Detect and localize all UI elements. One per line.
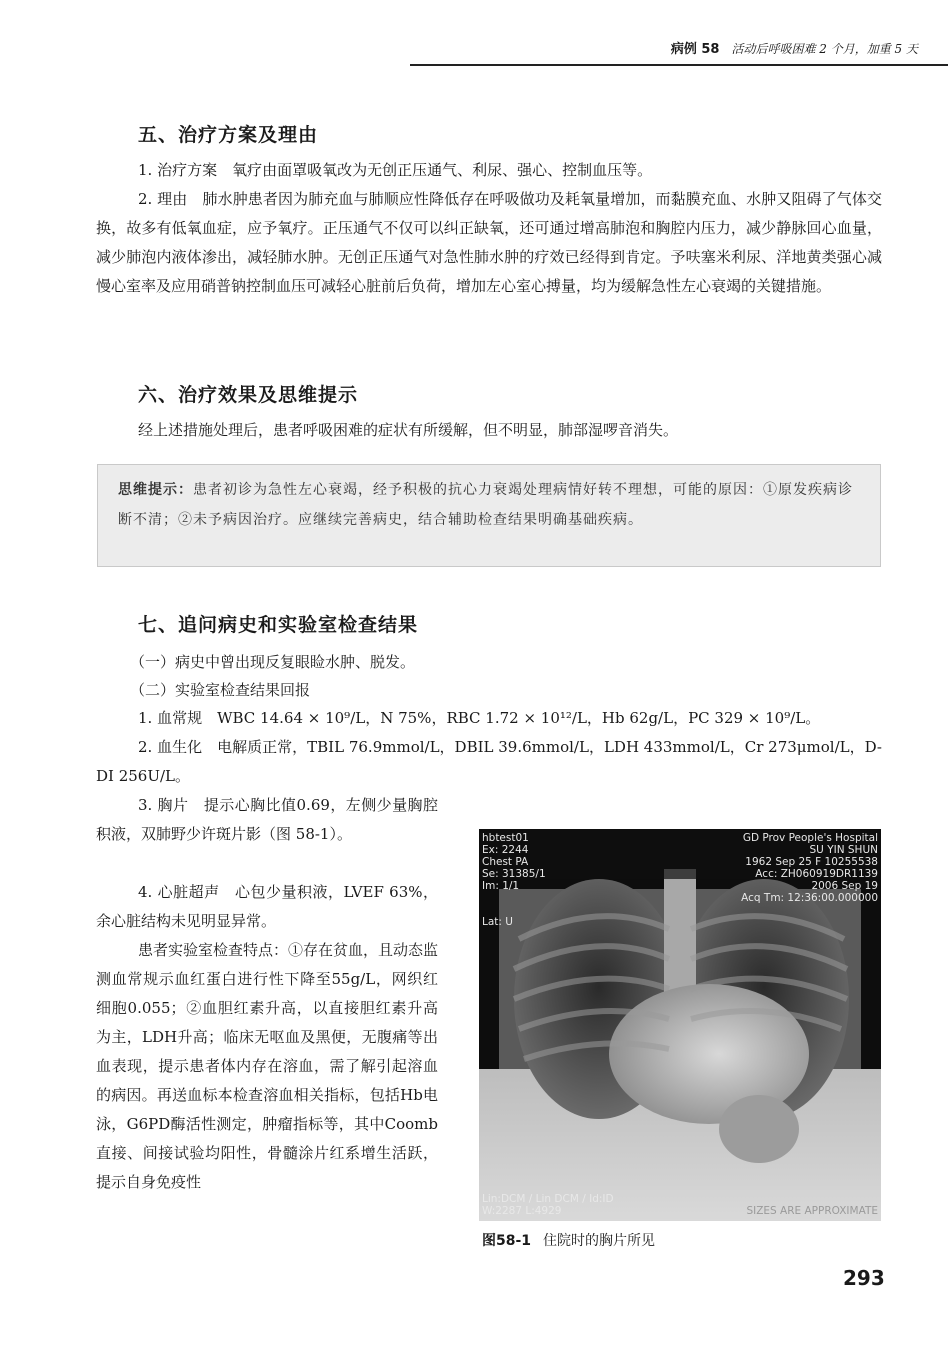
running-header-text [671, 38, 918, 57]
case-title: 活动后呼吸困难 2 个月，加重 5 天 [731, 42, 918, 56]
blood-biochem-paragraph: 2. 血生化 电解质正常，TBIL 76.9mmol/L，DBIL 39.6mmol/L，LDH 433mmol/L，Cr 273μmol/L，D-DI 256U/L。 [96, 738, 882, 785]
figure-caption-text: 住院时的胸片所见 [543, 1233, 656, 1249]
section-5-paragraph-1: 1. 治疗方案 氧疗由面罩吸氧改为无创正压通气、利尿、强心、控制血压等。 [138, 161, 653, 179]
section-7-title: 七、追问病史和实验室检查结果 [138, 614, 419, 636]
section-7-sub-2: （二）实验室检查结果回报 [130, 681, 311, 699]
section-6-title: 六、治疗效果及思维提示 [138, 384, 359, 406]
thinking-tip-box [97, 464, 881, 567]
echo-paragraph: 4. 心脏超声 心包少量积液，LVEF 63%，余心脏结构未见明显异常。 [96, 883, 438, 930]
section-5-title: 五、治疗方案及理由 [138, 124, 319, 146]
section-5-paragraph-2: 2. 理由 肺水肿患者因为肺充血与肺顺应性降低存在呼吸做功及耗氧量增加，而黏膜充血、水肿又阻碍了气体交换，故多有低氧血症，应予氧疗。正压通气不仅可以纠正缺氧，还可通过增高肺泡和胸腔内压力，减少静脉回心血量，减少肺泡内液体渗出，减轻肺水肿。无创正压通气对急性肺水肿的疗效已经得到肯定。予呋塞米利尿、洋地黄类强心减慢心室率及应用硝普钠控制血压可减轻心脏前后负荷，增加左心室心搏量，均为缓解急性左心衰竭的关键措施。 [96, 190, 882, 295]
chest-xray-image [479, 829, 881, 1221]
chest-xray-paragraph: 3. 胸片 提示心胸比值0.69，左侧少量胸腔积液，双肺野少许斑片影（图 58-1）。 [96, 796, 438, 843]
thinking-tip-label: 思维提示： [118, 482, 193, 498]
case-label: 病例 58 [670, 42, 720, 57]
xray-footer-left: Lin:DCM / Lin DCM / Id:ID W:2287 L:4929 [482, 1193, 614, 1217]
xray-lat-label: Lat: U [482, 916, 513, 928]
xray-info-right: GD Prov People's Hospital SU YIN SHUN 1962 Sep 25 F 10255538 Acc: ZH060919DR1139 2006 Sep 19 Acq Tm: 12:36:00.000000 [741, 832, 878, 904]
section-6-paragraph-1: 经上述措施处理后，患者呼吸困难的症状有所缓解，但不明显，肺部湿啰音消失。 [138, 421, 679, 439]
page-number: 293 [843, 1266, 885, 1290]
xray-info-left: hbtest01 Ex: 2244 Chest PA Se: 31385/1 Im: 1/1 [482, 832, 546, 892]
lab-features-paragraph: 患者实验室检查特点：①存在贫血，且动态监测血常规示血红蛋白进行性下降至55g/L，网织红细胞0.055；②血胆红素升高，以直接胆红素升高为主，LDH升高；临床无呕血及黑便，无腹痛等出血表现，提示患者体内存在溶血，需了解引起溶血的病因。再送血标本检查溶血相关指标，包括Hb电泳，G6PD酶活性测定，肿瘤指标等，其中Coomb直接、间接试验均阳性，骨髓涂片红系增生活跃，提示自身免疫性 [96, 941, 439, 1191]
thinking-tip-text: 患者初诊为急性左心衰竭，经予积极的抗心力衰竭处理病情好转不理想，可能的原因：①原发疾病诊断不清；②未予病因治疗。应继续完善病史，结合辅助检查结果明确基础疾病。 [118, 482, 853, 528]
section-7-sub-1: （一）病史中曾出现反复眼睑水肿、脱发。 [130, 653, 416, 671]
blood-routine-paragraph: 1. 血常规 WBC 14.64 × 10⁹/L，N 75%，RBC 1.72 × 10¹²/L，Hb 62g/L，PC 329 × 10⁹/L。 [138, 709, 821, 727]
figure-label: 图58-1 [482, 1233, 532, 1249]
xray-footer-right: SIZES ARE APPROXIMATE [746, 1205, 878, 1217]
running-header [410, 30, 948, 66]
figure-caption [482, 1230, 655, 1250]
